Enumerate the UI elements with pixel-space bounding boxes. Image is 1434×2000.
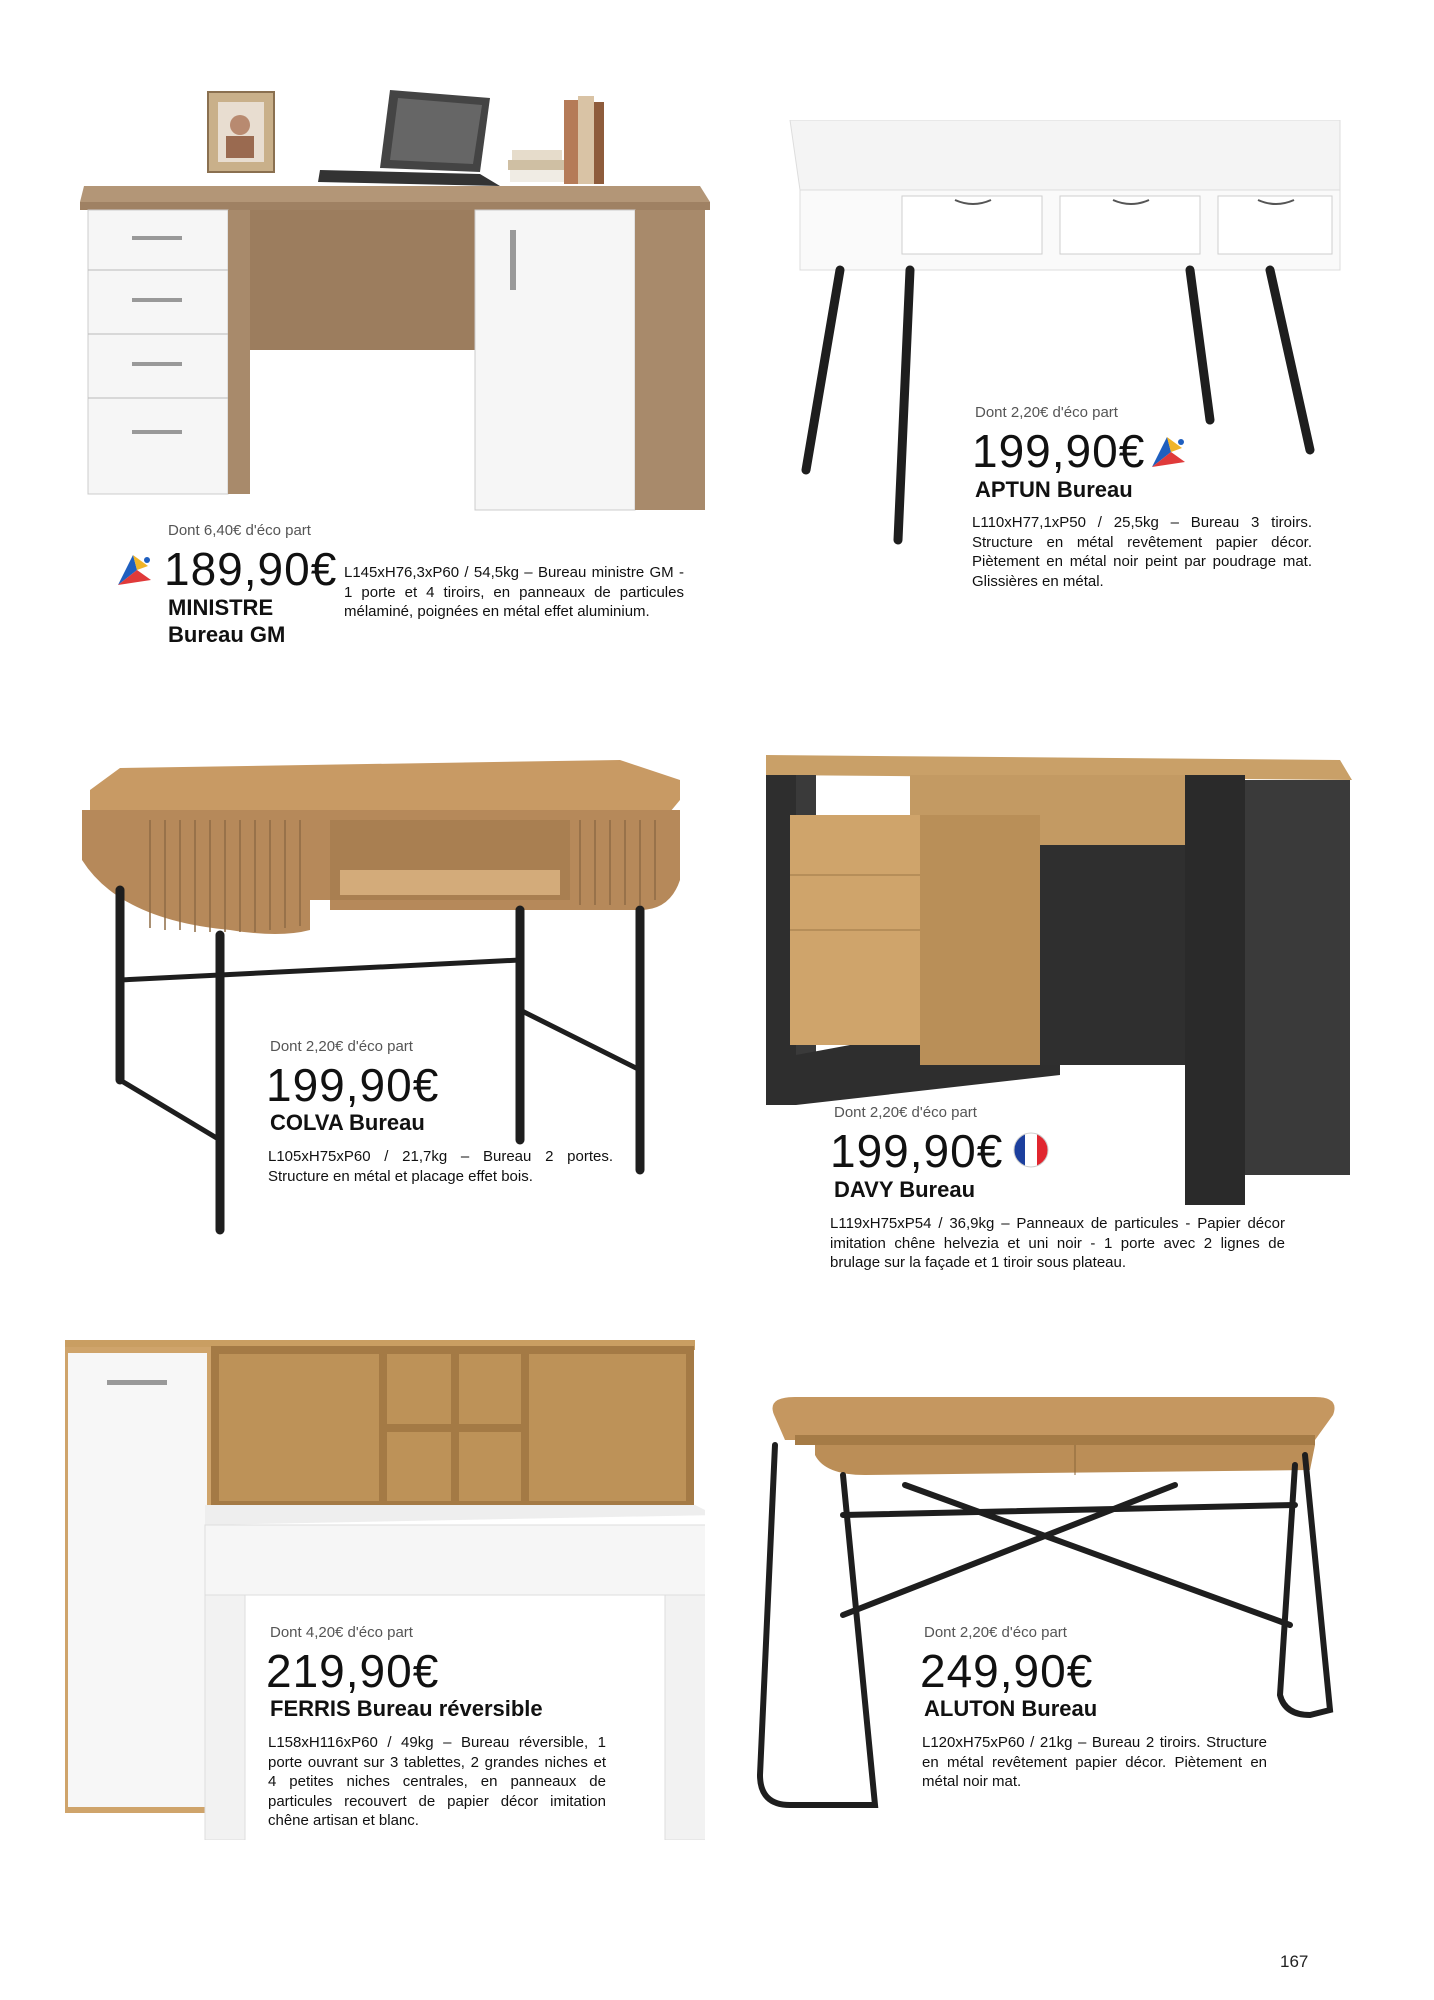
aptun-description: L110xH77,1xP50 / 25,5kg – Bureau 3 tiroirs. Structure en métal revêtement papier décor. Piètement en métal noir peint par poudrage mat. Glissières en métal. bbox=[972, 514, 1312, 590]
aptun-eco-part: Dont 2,20€ d'éco part bbox=[975, 404, 1118, 421]
made-in-europe-icon bbox=[1147, 432, 1187, 472]
ministre-description: L145xH76,3xP60 / 54,5kg – Bureau ministre GM - 1 porte et 4 tiroirs, en panneaux de particules mélaminé, poignées en métal effet aluminium. bbox=[344, 564, 684, 620]
ferris-name: FERRIS Bureau réversible bbox=[270, 1696, 543, 1721]
aptun-name: APTUN Bureau bbox=[975, 477, 1133, 502]
aluton-eco-part: Dont 2,20€ d'éco part bbox=[924, 1624, 1067, 1641]
french-flag-icon bbox=[1013, 1132, 1049, 1168]
colva-name: COLVA Bureau bbox=[270, 1110, 425, 1135]
aluton-name: ALUTON Bureau bbox=[924, 1696, 1098, 1721]
aptun-price: 199,90€ bbox=[972, 425, 1146, 477]
ministre-name-line1: MINISTRE bbox=[168, 595, 274, 620]
davy-eco-part: Dont 2,20€ d'éco part bbox=[834, 1104, 977, 1121]
ministre-desk-image bbox=[80, 90, 720, 530]
ministre-name-line2: Bureau GM bbox=[168, 622, 286, 647]
colva-eco-part: Dont 2,20€ d'éco part bbox=[270, 1038, 413, 1055]
page-number: 167 bbox=[1280, 1952, 1309, 1971]
ferris-price: 219,90€ bbox=[266, 1645, 440, 1697]
ministre-price: 189,90€ bbox=[164, 543, 338, 595]
aluton-description: L120xH75xP60 / 21kg – Bureau 2 tiroirs. Structure en métal revêtement papier décor. Piètement en métal noir mat. bbox=[922, 1734, 1267, 1790]
ministre-eco-part: Dont 6,40€ d'éco part bbox=[168, 522, 311, 539]
davy-price: 199,90€ bbox=[830, 1125, 1004, 1177]
made-in-europe-icon bbox=[113, 550, 153, 590]
aluton-price: 249,90€ bbox=[920, 1645, 1094, 1697]
davy-name: DAVY Bureau bbox=[834, 1177, 976, 1202]
ferris-eco-part: Dont 4,20€ d'éco part bbox=[270, 1624, 413, 1641]
ferris-description: L158xH116xP60 / 49kg – Bureau réversible, 1 porte ouvrant sur 3 tablettes, 2 grandes niches et 4 petites niches centrales, en panneaux de particules recouvert de papier décor imitation chêne artisan et blanc. bbox=[268, 1734, 606, 1829]
colva-price: 199,90€ bbox=[266, 1059, 440, 1111]
colva-description: L105xH75xP60 / 21,7kg – Bureau 2 portes. Structure en métal et placage effet bois. bbox=[268, 1148, 613, 1185]
davy-description: L119xH75xP54 / 36,9kg – Panneaux de particules - Papier décor imitation chêne helvezia et uni noir - 1 porte avec 2 lignes de brulage sur la façade et 1 tiroir sous plateau. bbox=[830, 1215, 1285, 1271]
